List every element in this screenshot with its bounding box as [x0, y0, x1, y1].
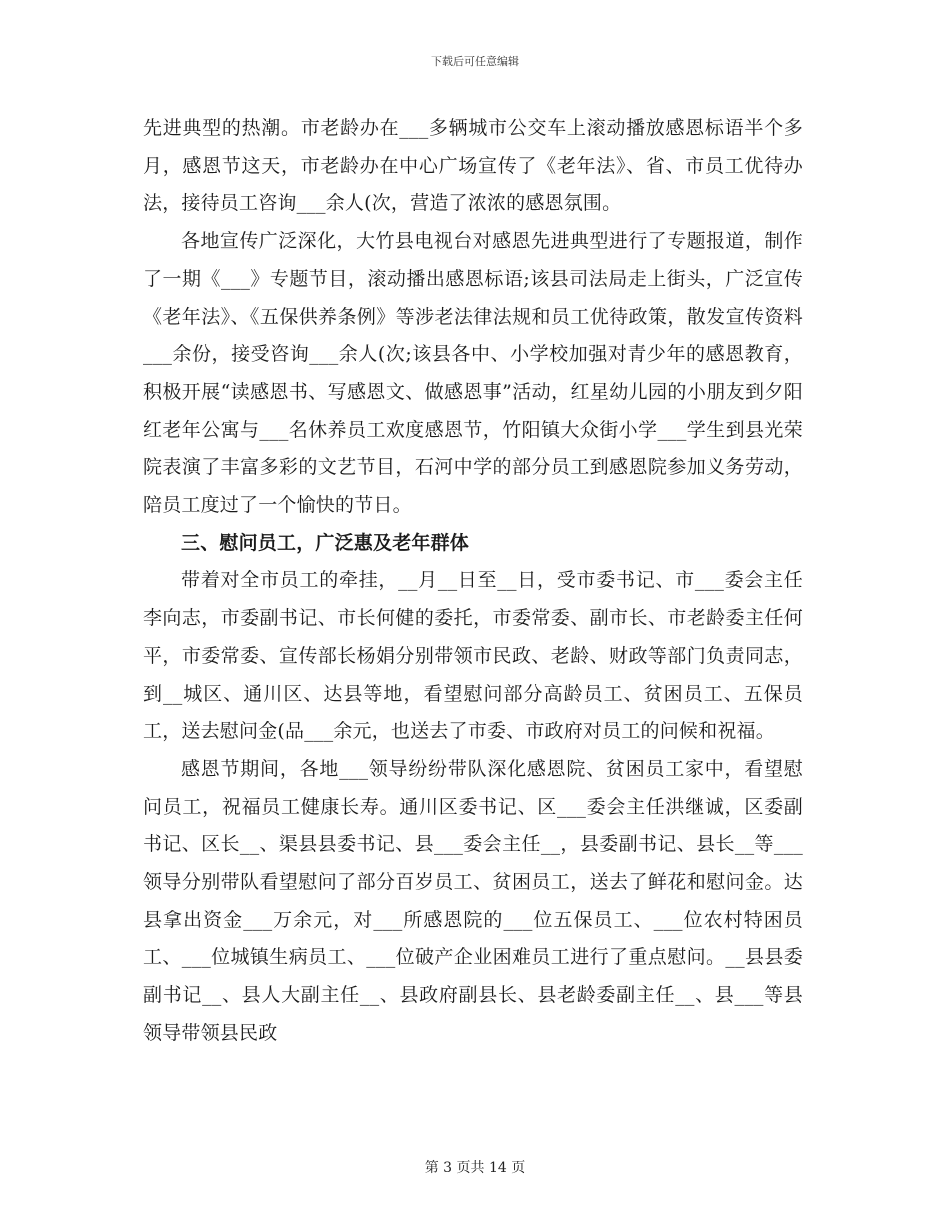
page-header: 下载后可任意编辑 — [431, 55, 519, 68]
paragraph-3: 带着对全市员工的牵挂，__月__日至__日，受市委书记、市___委会主任李向志，市委副书记、市长何健的委托，市委常委、副市长、市老龄委主任何平，市委常委、宣传部长杨娟分别带领市民政、老龄、财政等部门负责同志，到__城区、通川区、达县等地，看望慰问部分高龄员工、贫困员工、五保员工，送去慰问金(品___余元，也送去了市委、市政府对员工的问候和祝福。 — [143, 569, 803, 743]
document-body — [143, 110, 803, 1053]
paragraph-1: 先进典型的热潮。市老龄办在___多辆城市公交车上滚动播放感恩标语半个多月，感恩节这天，市老龄办在中心广场宣传了《老年法》、省、市员工优待办法，接待员工咨询___余人(次，营造了浓浓的感恩氛围。 — [143, 117, 803, 215]
paragraph-2: 各地宣传广泛深化，大竹县电视台对感恩先进典型进行了专题报道，制作了一期《___》专题节目，滚动播出感恩标语;该县司法局走上街头，广泛宣传《老年法》、《五保供养条例》等涉老法律法规和员工优待政策，散发宣传资料___余份，接受咨询___余人(次;该县各中、小学校加强对青少年的感恩教育，积极开展“读感恩书、写感恩文、做感恩事”活动，红星幼儿园的小朋友到夕阳红老年公寓与___名休养员工欢度感恩节，竹阳镇大众街小学___学生到县光荣院表演了丰富多彩的文艺节目，石河中学的部分员工到感恩院参加义务劳动，陪员工度过了一个愉快的节日。 — [143, 230, 803, 517]
page-number: 第 3 页共 14 页 — [424, 1160, 526, 1176]
paragraph-4: 感恩节期间，各地___领导纷纷带队深化感恩院、贫困员工家中，看望慰问员工，祝福员工健康长寿。通川区委书记、区___委会主任洪继诚，区委副书记、区长__、渠县县委书记、县___委会主任__，县委副书记、县长__等___领导分别带队看望慰问了部分百岁员工、贫困员工，送去了鲜花和慰问金。达县拿出资金___万余元，对___所感恩院的___位五保员工、___位农村特困员工、___位城镇生病员工、___位破产企业困难员工进行了重点慰问。__县县委副书记__、县人大副主任__、县政府副县长、县老龄委副主任__、县___等县领导带领县民政 — [143, 757, 803, 1044]
section-heading: 三、慰问员工，广泛惠及老年群体 — [181, 531, 470, 554]
